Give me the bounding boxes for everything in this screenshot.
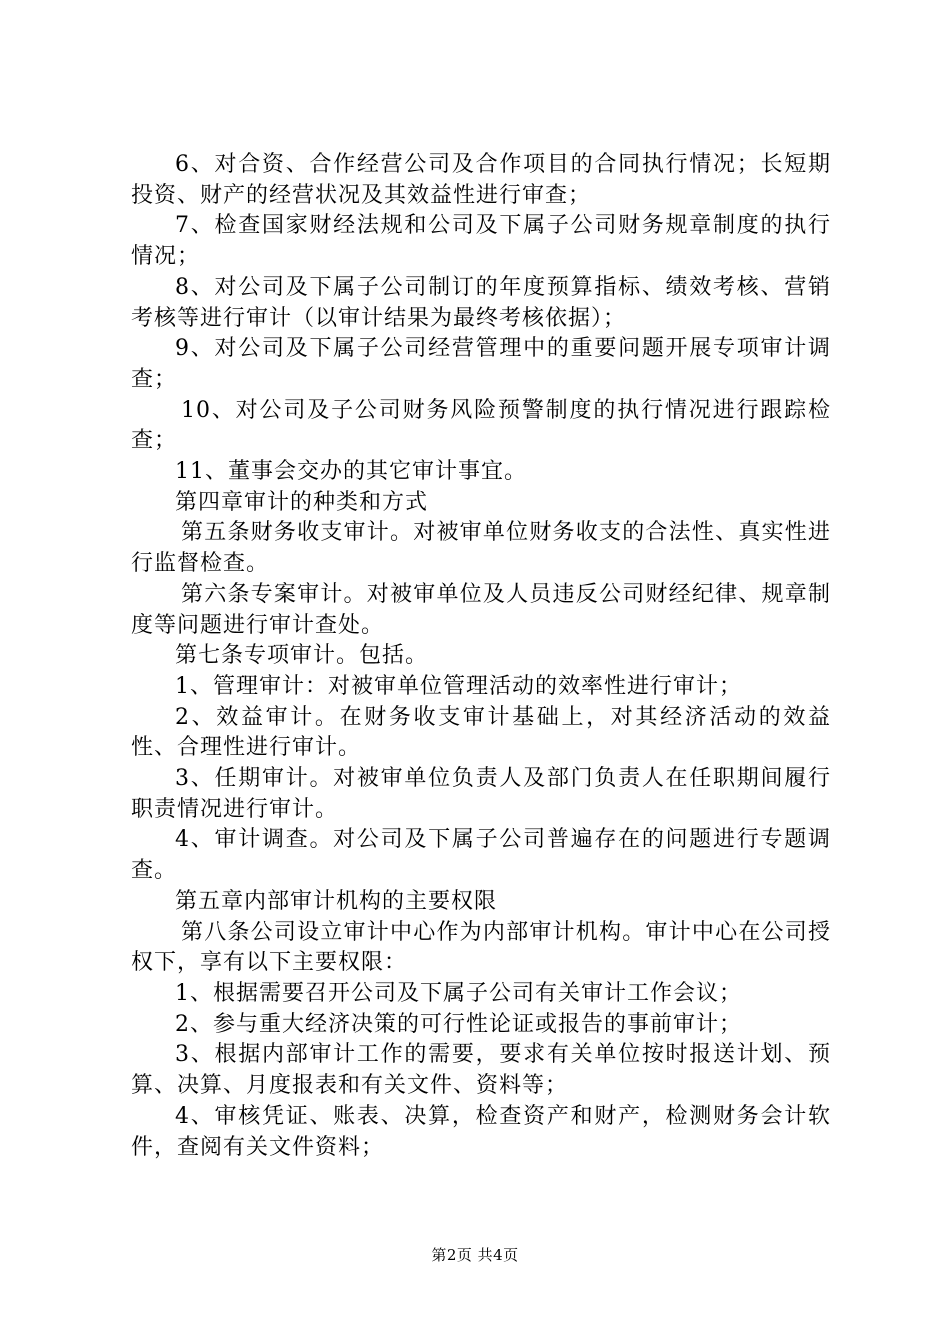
chapter-heading-5: 第五章内部审计机构的主要权限: [175, 888, 498, 914]
paragraph-item-11: 11、董事会交办的其它审计事宜。: [175, 459, 527, 485]
authority-item-2: 2、参与重大经济决策的可行性论证或报告的事前审计；: [175, 1011, 742, 1037]
audit-type-2: 2、效益审计。在财务收支审计基础上，对其经济活动的效益性、合理性进行审计。: [131, 704, 831, 761]
paragraph-item-6: 6、对合资、合作经营公司及合作项目的合同执行情况；长短期投资、财产的经营状况及其效益性进行审查；: [131, 152, 831, 208]
article-6: 第六条专案审计。对被审单位及人员违反公司财经纪律、规章制度等问题进行审计查处。: [131, 581, 831, 638]
authority-item-1: 1、根据需要召开公司及下属子公司有关审计工作会议；: [175, 980, 742, 1006]
page-number-footer: 第2页 共4页: [431, 1246, 519, 1264]
audit-type-1: 1、管理审计：对被审单位管理活动的效率性进行审计；: [175, 673, 742, 699]
article-5: 第五条财务收支审计。对被审单位财务收支的合法性、真实性进行监督检查。: [131, 520, 831, 577]
audit-type-3: 3、任期审计。对被审单位负责人及部门负责人在任职期间履行职责情况进行审计。: [131, 766, 831, 822]
paragraph-item-10: 10、对公司及子公司财务风险预警制度的执行情况进行跟踪检查；: [131, 397, 831, 454]
authority-item-3: 3、根据内部审计工作的需要，要求有关单位按时报送计划、预算、决算、月度报表和有关文件、资料等；: [131, 1042, 831, 1099]
audit-type-4: 4、审计调查。对公司及下属子公司普遍存在的问题进行专题调查。: [131, 827, 831, 884]
chapter-heading-4: 第四章审计的种类和方式: [175, 489, 429, 515]
article-8: 第八条公司设立审计中心作为内部审计机构。审计中心在公司授权下，享有以下主要权限：: [131, 919, 831, 976]
document-body: [131, 150, 831, 1163]
paragraph-item-9: 9、对公司及下属子公司经营管理中的重要问题开展专项审计调查；: [131, 336, 831, 392]
paragraph-item-8: 8、对公司及下属子公司制订的年度预算指标、绩效考核、营销考核等进行审计（以审计结果为最终考核依据）；: [131, 274, 831, 331]
article-7: 第七条专项审计。包括。: [175, 643, 429, 669]
authority-item-4: 4、审核凭证、账表、决算，检查资产和财产，检测财务会计软件，查阅有关文件资料；: [131, 1103, 831, 1160]
paragraph-item-7: 7、检查国家财经法规和公司及下属子公司财务规章制度的执行情况；: [131, 213, 831, 270]
